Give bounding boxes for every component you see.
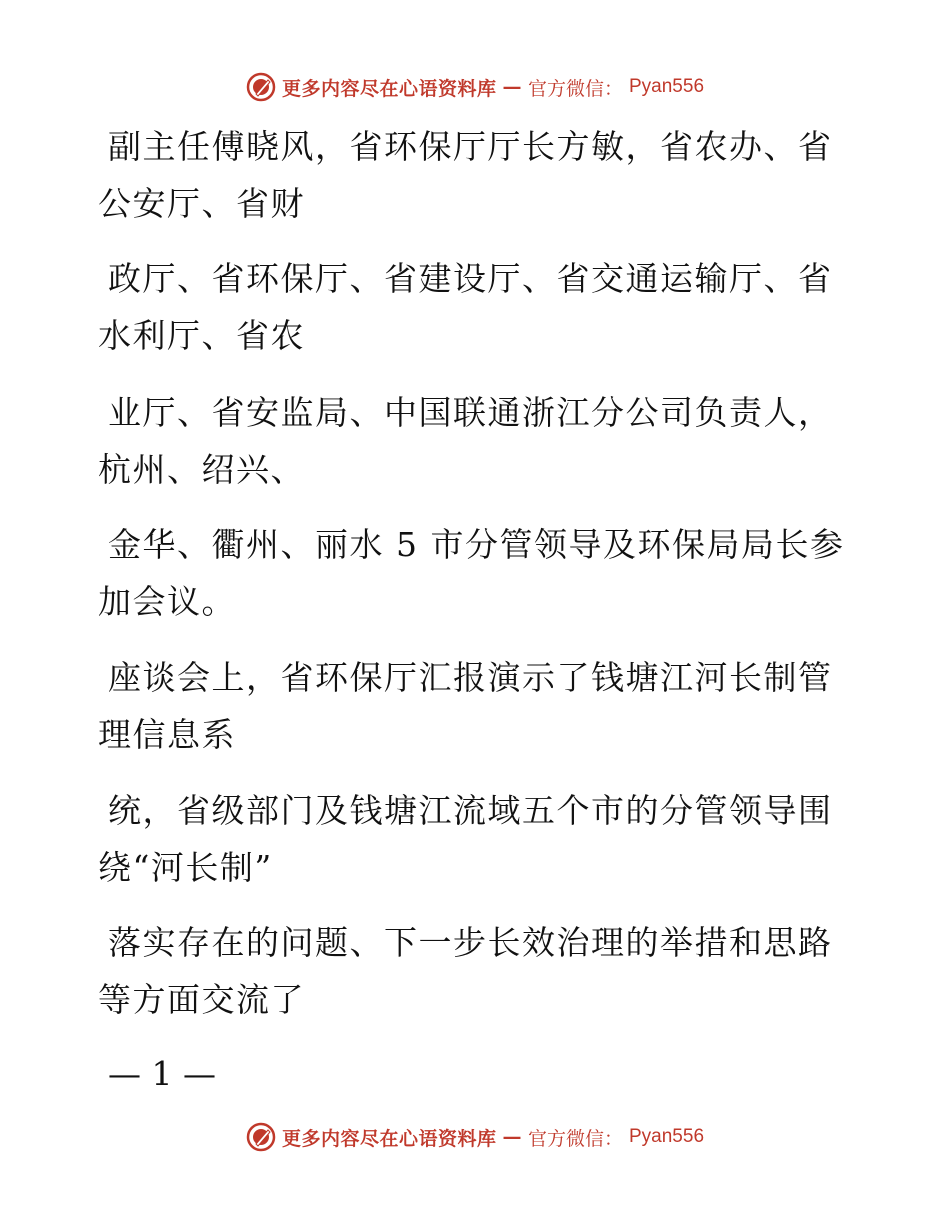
watermark-wechat-id: Pyan556 — [629, 1126, 705, 1147]
watermark-wechat-label: 官方微信： — [527, 1127, 623, 1150]
paragraph-4-line-2: 加会议。 — [98, 582, 236, 621]
paragraph-5-line-1: 座谈会上，省环保厅汇报演示了钱塘江河长制管 — [108, 658, 833, 697]
paragraph-6-line-1: 统，省级部门及钱塘江流域五个市的分管领导围 — [108, 791, 833, 830]
watermark-wechat-label: 官方微信： — [527, 77, 623, 100]
watermark-dash: — — [502, 1126, 522, 1148]
paragraph-3-line-1: 业厅、省安监局、中国联通浙江分公司负责人， — [108, 393, 833, 432]
paragraph-1-line-2: 公安厅、省财 — [98, 184, 305, 223]
watermark-footer — [0, 1122, 950, 1152]
watermark-dash: — — [502, 76, 522, 98]
pen-logo-icon — [246, 1122, 276, 1152]
page-number: — 1 — — [108, 1054, 216, 1093]
paragraph-4-line-1: 金华、衢州、丽水 5 市分管领导及环保局局长参 — [108, 525, 845, 564]
paragraph-1-line-1: 副主任傅晓风，省环保厅厅长方敏，省农办、省 — [108, 127, 833, 166]
paragraph-2-line-1: 政厅、省环保厅、省建设厅、省交通运输厅、省 — [108, 259, 833, 298]
paragraph-7-line-2: 等方面交流了 — [98, 980, 305, 1019]
paragraph-2-line-2: 水利厅、省农 — [98, 316, 305, 355]
paragraph-5-line-2: 理信息系 — [98, 715, 236, 754]
paragraph-7-line-1: 落实存在的问题、下一步长效治理的举措和思路 — [108, 923, 833, 962]
pen-logo-icon — [246, 72, 276, 102]
watermark-text: 更多内容尽在心语资料库 — [281, 1127, 497, 1150]
watermark-header — [0, 72, 950, 102]
paragraph-3-line-2: 杭州、绍兴、 — [98, 450, 305, 489]
watermark-wechat-id: Pyan556 — [629, 76, 705, 97]
paragraph-6-line-2: 绕“河长制” — [98, 848, 273, 887]
watermark-text: 更多内容尽在心语资料库 — [281, 77, 497, 100]
